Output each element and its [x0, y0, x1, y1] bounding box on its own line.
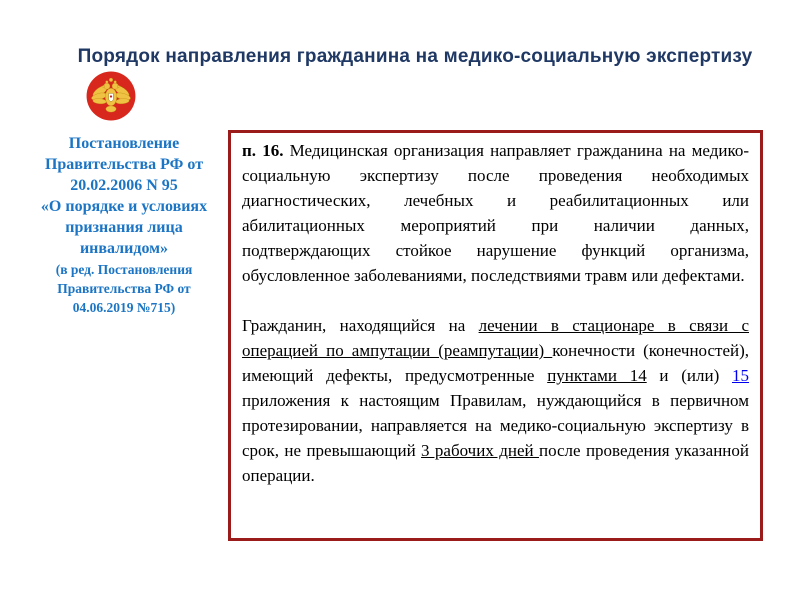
text-segment: пунктами 14: [547, 366, 647, 385]
decree-reference: [30, 133, 218, 317]
link-point-15[interactable]: 15: [732, 366, 749, 385]
text-segment: Гражданин, находящийся на: [242, 316, 479, 335]
text-segment: 3 рабочих дней: [421, 441, 539, 460]
paragraph-16-text: [242, 138, 749, 288]
text-segment: приложения к настоящим Правилам, нуждающийся в первичном протезировании, направляется на медико-социальную экспертизу в срок, не превышающий: [242, 391, 749, 460]
decree-title: Постановление Правительства РФ от 20.02.2006 N 95: [44, 135, 204, 194]
text-segment: после проведения указанной операции.: [242, 441, 749, 485]
decree-name: «О порядке и условиях признания лица инвалидом»: [40, 198, 208, 257]
text-segment: и (или): [646, 366, 732, 385]
text-segment: лечении в стационаре в связи с операцией по ампутации (реампутации): [242, 316, 749, 360]
page-title: Порядок направления гражданина на медико-социальную экспертизу: [77, 46, 753, 67]
text-segment: п. 16.: [242, 141, 284, 160]
text-segment: Медицинская организация направляет гражданина на медико-социальную экспертизу после проведения необходимых диагностических, лечебных и реабилитационных или абилитационных мероприятий при наличии данных, подтверждающих стойкое нарушение функций организма, обусловленное заболеваниями, последствиями травм или дефектами.: [242, 141, 749, 285]
russian-coat-of-arms-icon: [85, 70, 137, 122]
decree-edition-note: (в ред. Постановления Правительства РФ от 04.06.2019 №715): [55, 262, 193, 315]
regulation-text-box: [228, 130, 763, 541]
text-segment: конечности (конечностей), имеющий дефекты, предусмотренные: [242, 341, 749, 385]
amputation-provision-text: [242, 313, 749, 488]
